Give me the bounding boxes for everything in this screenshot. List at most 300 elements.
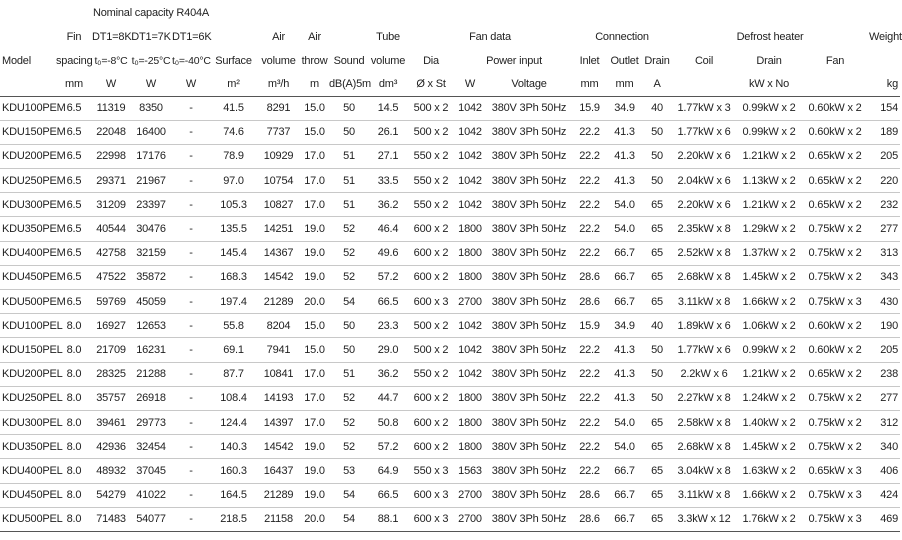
fan-power-cell: 1800 [455,386,485,410]
inlet-cell: 22.2 [573,169,606,193]
drain-heater-cell: 1.21kW x 2 [737,362,801,386]
surface-cell: 55.8 [210,314,257,338]
surface-cell: 105.3 [210,193,257,217]
sound-cell: 50 [329,314,369,338]
tube-volume-cell: 88.1 [369,507,407,531]
fan-heater-cell: 0.75kW x 2 [801,217,869,241]
weight-cell: 277 [869,217,900,241]
fan-power-cell: 1042 [455,362,485,386]
drain-heater-cell: 1.37kW x 2 [737,241,801,265]
weight-cell: 406 [869,459,900,483]
table-row [0,265,900,289]
inlet-cell: 22.2 [573,435,606,459]
sound-cell: 54 [329,483,369,507]
model-cell: KDU350PEM [0,217,56,241]
drain-cell: 65 [643,193,671,217]
fan-heater-cell: 0.65kW x 2 [801,193,869,217]
drain-heater-cell: 1.45kW x 2 [737,435,801,459]
fan-dia-cell: 600 x 2 [407,217,455,241]
model-cell: KDU450PEL [0,483,56,507]
unit-drain: A [653,78,661,91]
voltage-cell: 380V 3Ph 50Hz [485,386,573,410]
inlet-cell: 22.2 [573,193,606,217]
capacity-dt7-cell: 16400 [130,120,172,144]
weight-cell: 343 [869,265,900,289]
t2-heading: t₀=-25°C [131,55,171,67]
capacity-dt6-cell: - [172,144,210,168]
voltage-cell: 380V 3Ph 50Hz [485,265,573,289]
capacity-dt8-cell: 22998 [92,144,130,168]
voltage-cell: 380V 3Ph 50Hz [485,120,573,144]
weight-cell: 205 [869,338,900,362]
unit-voltage: Voltage [511,78,547,91]
capacity-dt8-cell: 39461 [92,410,130,434]
model-cell: KDU100PEM [0,96,56,120]
fin-spacing-cell: 8.0 [56,338,92,362]
fan-heater-cell: 0.60kW x 2 [801,96,869,120]
inlet-cell: 28.6 [573,507,606,531]
fan-dia-cell: 500 x 2 [407,120,455,144]
table-row [0,459,900,483]
outlet-cell: 41.3 [606,362,643,386]
sound-cell: 53 [329,459,369,483]
sound-cell: 51 [329,193,369,217]
voltage-cell: 380V 3Ph 50Hz [485,241,573,265]
air-volume-cell: 10754 [257,169,300,193]
inlet-cell: 22.2 [573,459,606,483]
surface-cell: 78.9 [210,144,257,168]
fin-spacing-cell: 6.5 [56,193,92,217]
tube-volume-cell: 23.3 [369,314,407,338]
model-heading: Model [2,55,31,67]
fan-dia-cell: 500 x 2 [407,314,455,338]
unit-fan-power: W [464,78,476,91]
coil-heater-cell: 2.2kW x 6 [671,362,737,386]
model-cell: KDU300PEL [0,410,56,434]
surface-cell: 69.1 [210,338,257,362]
tube-volume-heading: volume [370,55,406,67]
air-volume-cell: 8204 [257,314,300,338]
air-volume-cell: 10827 [257,193,300,217]
fan-power-cell: 1042 [455,120,485,144]
sound-cell: 52 [329,241,369,265]
tube-volume-cell: 14.5 [369,96,407,120]
table-row [0,217,900,241]
table-row [0,362,900,386]
capacity-dt6-cell: - [172,241,210,265]
sound-cell: 52 [329,217,369,241]
sound-cell: 52 [329,435,369,459]
dt3-heading: DT1=6K [172,31,212,43]
capacity-dt6-cell: - [172,459,210,483]
fan-power-cell: 1042 [455,169,485,193]
fan-heater-cell: 0.65kW x 3 [801,459,869,483]
drain-cell: 50 [643,144,671,168]
capacity-dt6-cell: - [172,96,210,120]
fan-dia-cell: 550 x 3 [407,459,455,483]
capacity-dt8-cell: 22048 [92,120,130,144]
unit-heater: kW x No [748,78,790,91]
capacity-dt6-cell: - [172,362,210,386]
nominal-capacity-heading: Nominal capacity R404A [93,6,210,19]
sound-cell: 50 [329,120,369,144]
air-throw-cell: 20.0 [300,507,329,531]
coil-heading: Coil [694,55,714,67]
weight-cell: 189 [869,120,900,144]
unit-inlet: mm [580,78,599,91]
drain-heater-cell: 1.21kW x 2 [737,144,801,168]
drain-cell: 50 [643,362,671,386]
drain-cell: 50 [643,120,671,144]
capacity-dt8-cell: 42936 [92,435,130,459]
tube-volume-cell: 36.2 [369,193,407,217]
capacity-dt8-cell: 47522 [92,265,130,289]
dia-heading: Dia [423,55,439,67]
capacity-dt6-cell: - [172,120,210,144]
sound-cell: 51 [329,144,369,168]
capacity-dt6-cell: - [172,338,210,362]
sound-cell: 52 [329,265,369,289]
air-throw-cell: 19.0 [300,435,329,459]
capacity-dt6-cell: - [172,410,210,434]
capacity-dt6-cell: - [172,193,210,217]
unit-cap3: W [185,78,197,91]
drain-cell: 40 [643,314,671,338]
inlet-cell: 22.2 [573,386,606,410]
surface-cell: 140.3 [210,435,257,459]
fan-dia-cell: 600 x 3 [407,290,455,314]
tube-volume-cell: 36.2 [369,362,407,386]
weight-cell: 312 [869,410,900,434]
fan-power-cell: 1800 [455,217,485,241]
coil-heater-cell: 2.58kW x 8 [671,410,737,434]
inlet-cell: 15.9 [573,314,606,338]
inlet-cell: 22.2 [573,410,606,434]
drain-cell: 65 [643,459,671,483]
outlet-cell: 54.0 [606,217,643,241]
fin-spacing-cell: 8.0 [56,483,92,507]
voltage-cell: 380V 3Ph 50Hz [485,217,573,241]
drain-cell: 50 [643,386,671,410]
capacity-dt8-cell: 29371 [92,169,130,193]
unit-weight: kg [886,78,899,91]
capacity-dt7-cell: 41022 [130,483,172,507]
fan-dia-cell: 600 x 2 [407,241,455,265]
drain-heading: Drain [644,55,670,67]
capacity-dt6-cell: - [172,217,210,241]
fan-power-cell: 1800 [455,435,485,459]
fan-heater-cell: 0.75kW x 2 [801,241,869,265]
air-volume-cell: 8291 [257,96,300,120]
sound-cell: 50 [329,96,369,120]
inlet-cell: 22.2 [573,362,606,386]
drain-heater-cell: 0.99kW x 2 [737,120,801,144]
drain-cell: 65 [643,265,671,289]
capacity-dt6-cell: - [172,507,210,531]
weight-cell: 430 [869,290,900,314]
capacity-dt8-cell: 28325 [92,362,130,386]
coil-heater-cell: 3.11kW x 8 [671,290,737,314]
fin-heading: Fin [66,31,82,43]
air-throw-cell: 17.0 [300,193,329,217]
weight-cell: 190 [869,314,900,338]
fan-power-cell: 2700 [455,483,485,507]
voltage-cell: 380V 3Ph 50Hz [485,338,573,362]
fan-heater-cell: 0.75kW x 3 [801,483,869,507]
weight-cell: 469 [869,507,900,531]
weight-cell: 238 [869,362,900,386]
coil-heater-cell: 2.20kW x 6 [671,193,737,217]
fin-spacing-cell: 6.5 [56,241,92,265]
tube-volume-cell: 26.1 [369,120,407,144]
fan-dia-cell: 600 x 2 [407,435,455,459]
fin-spacing-cell: 8.0 [56,314,92,338]
table-row [0,120,900,144]
capacity-dt6-cell: - [172,483,210,507]
outlet-cell: 66.7 [606,483,643,507]
outlet-cell: 54.0 [606,410,643,434]
capacity-dt7-cell: 21288 [130,362,172,386]
coil-heater-cell: 2.35kW x 8 [671,217,737,241]
tube-volume-cell: 27.1 [369,144,407,168]
table-row [0,386,900,410]
drain-cell: 40 [643,96,671,120]
surface-cell: 218.5 [210,507,257,531]
capacity-dt8-cell: 11319 [92,96,130,120]
capacity-dt7-cell: 16231 [130,338,172,362]
outlet-cell: 66.7 [606,290,643,314]
fan-dia-cell: 550 x 2 [407,144,455,168]
inlet-cell: 22.2 [573,144,606,168]
capacity-dt6-cell: - [172,314,210,338]
fan-dia-cell: 500 x 2 [407,96,455,120]
coil-heater-cell: 1.77kW x 6 [671,338,737,362]
model-cell: KDU350PEL [0,435,56,459]
outlet-cell: 41.3 [606,120,643,144]
air-volume-cell: 21289 [257,483,300,507]
air-throw-cell: 19.0 [300,459,329,483]
inlet-cell: 22.2 [573,241,606,265]
fan-dia-cell: 600 x 2 [407,265,455,289]
air-throw-cell: 15.0 [300,314,329,338]
fin-spacing-cell: 8.0 [56,386,92,410]
fan-dia-cell: 500 x 2 [407,338,455,362]
dt1-heading: DT1=8K [92,31,132,43]
voltage-cell: 380V 3Ph 50Hz [485,435,573,459]
table-row [0,241,900,265]
outlet-cell: 34.9 [606,314,643,338]
coil-heater-cell: 2.68kW x 8 [671,265,737,289]
fan-heater-cell: 0.75kW x 2 [801,386,869,410]
sound-cell: 51 [329,169,369,193]
fan-dia-cell: 600 x 2 [407,386,455,410]
fan-dia-cell: 550 x 2 [407,362,455,386]
model-cell: KDU250PEL [0,386,56,410]
fan-heater-cell: 0.60kW x 2 [801,338,869,362]
surface-heading: Surface [215,55,252,67]
tube-volume-cell: 57.2 [369,435,407,459]
tube-volume-cell: 44.7 [369,386,407,410]
weight-cell: 424 [869,483,900,507]
air-throw-cell: 15.0 [300,96,329,120]
tube-heading: Tube [376,31,400,43]
fan-data-heading: Fan data [469,31,511,43]
weight-cell: 220 [869,169,900,193]
air-volume-cell: 14251 [257,217,300,241]
fan-heater-cell: 0.60kW x 2 [801,120,869,144]
capacity-dt8-cell: 71483 [92,507,130,531]
sound-cell: 52 [329,386,369,410]
capacity-dt8-cell: 59769 [92,290,130,314]
inlet-cell: 28.6 [573,265,606,289]
capacity-dt8-cell: 54279 [92,483,130,507]
unit-air-volume: m³/h [267,78,290,91]
drain-heater-cell: 0.99kW x 2 [737,96,801,120]
fan-dia-cell: 600 x 2 [407,410,455,434]
fin-spacing-cell: 6.5 [56,120,92,144]
surface-cell: 197.4 [210,290,257,314]
voltage-cell: 380V 3Ph 50Hz [485,169,573,193]
fin-spacing-cell: 8.0 [56,507,92,531]
tube-volume-cell: 46.4 [369,217,407,241]
fin-spacing-cell: 8.0 [56,410,92,434]
air-heading: Air [272,31,285,43]
coil-heater-cell: 2.20kW x 6 [671,144,737,168]
connection-heading: Connection [595,31,649,43]
capacity-dt6-cell: - [172,435,210,459]
fin-spacing-cell: 6.5 [56,265,92,289]
surface-cell: 160.3 [210,459,257,483]
fan-heater-cell: 0.75kW x 3 [801,290,869,314]
capacity-dt6-cell: - [172,386,210,410]
fan-dia-cell: 550 x 2 [407,193,455,217]
sound-cell: 52 [329,410,369,434]
fan-power-cell: 1800 [455,241,485,265]
coil-heater-cell: 2.52kW x 8 [671,241,737,265]
air-volume-cell: 7737 [257,120,300,144]
voltage-cell: 380V 3Ph 50Hz [485,193,573,217]
capacity-dt8-cell: 21709 [92,338,130,362]
table-row [0,483,900,507]
tube-volume-cell: 64.9 [369,459,407,483]
fan-heater-cell: 0.65kW x 2 [801,169,869,193]
outlet-cell: 66.7 [606,241,643,265]
table-row [0,507,900,531]
air-throw-cell: 19.0 [300,241,329,265]
model-cell: KDU200PEL [0,362,56,386]
capacity-dt7-cell: 8350 [130,96,172,120]
table-body [0,96,900,531]
table-row [0,314,900,338]
voltage-cell: 380V 3Ph 50Hz [485,459,573,483]
sound-cell: 51 [329,362,369,386]
air-volume-cell: 7941 [257,338,300,362]
capacity-dt7-cell: 30476 [130,217,172,241]
fan-power-cell: 1042 [455,193,485,217]
inlet-cell: 28.6 [573,483,606,507]
fan-power-cell: 1042 [455,144,485,168]
power-input-heading: Power input [486,55,542,67]
surface-cell: 135.5 [210,217,257,241]
outlet-cell: 41.3 [606,338,643,362]
capacity-dt8-cell: 40544 [92,217,130,241]
capacity-dt6-cell: - [172,169,210,193]
outlet-cell: 66.7 [606,265,643,289]
air-throw-cell: 17.0 [300,169,329,193]
drain-cell: 65 [643,241,671,265]
drain-heater-cell: 1.63kW x 2 [737,459,801,483]
inlet-cell: 15.9 [573,96,606,120]
coil-heater-cell: 3.3kW x 12 [671,507,737,531]
surface-cell: 164.5 [210,483,257,507]
fin-spacing-cell: 6.5 [56,217,92,241]
air-volume-cell: 14397 [257,410,300,434]
drain-heater-cell: 1.13kW x 2 [737,169,801,193]
tube-volume-cell: 29.0 [369,338,407,362]
unit-fin-spacing: mm [65,78,83,91]
air-throw-cell: 15.0 [300,338,329,362]
outlet-cell: 41.3 [606,144,643,168]
air-throw-cell: 17.0 [300,362,329,386]
tube-volume-cell: 66.5 [369,483,407,507]
capacity-dt7-cell: 26918 [130,386,172,410]
unit-surface: m² [227,78,240,91]
drain-heater-cell: 1.06kW x 2 [737,314,801,338]
capacity-dt8-cell: 48932 [92,459,130,483]
defrost-heater-heading: Defrost heater [736,31,804,43]
table-row [0,410,900,434]
fan-power-cell: 1042 [455,338,485,362]
drain-cell: 65 [643,507,671,531]
voltage-cell: 380V 3Ph 50Hz [485,144,573,168]
voltage-cell: 380V 3Ph 50Hz [485,507,573,531]
voltage-cell: 380V 3Ph 50Hz [485,362,573,386]
model-cell: KDU500PEM [0,290,56,314]
drain-heater-cell: 1.21kW x 2 [737,193,801,217]
table-row [0,144,900,168]
capacity-dt6-cell: - [172,265,210,289]
throw-heading: throw [301,55,328,67]
fan-power-cell: 2700 [455,507,485,531]
weight-heading: Weight [869,31,902,43]
fan-dia-cell: 600 x 3 [407,483,455,507]
capacity-dt7-cell: 17176 [130,144,172,168]
voltage-cell: 380V 3Ph 50Hz [485,290,573,314]
model-cell: KDU100PEL [0,314,56,338]
air-volume-heading: volume [261,55,296,67]
model-cell: KDU300PEM [0,193,56,217]
unit-tube-volume: dm³ [378,78,398,91]
capacity-dt7-cell: 45059 [130,290,172,314]
unit-air-throw: m [310,78,319,91]
fan-power-cell: 1800 [455,265,485,289]
fin-spacing-cell: 6.5 [56,96,92,120]
fan-heater-cell: 0.75kW x 2 [801,265,869,289]
drain-cell: 65 [643,217,671,241]
inlet-cell: 28.6 [573,290,606,314]
fan-heater-cell: 0.60kW x 2 [801,314,869,338]
fan-power-cell: 1800 [455,410,485,434]
surface-cell: 74.6 [210,120,257,144]
tube-volume-cell: 33.5 [369,169,407,193]
model-cell: KDU400PEL [0,459,56,483]
surface-cell: 97.0 [210,169,257,193]
air-throw-cell: 17.0 [300,144,329,168]
capacity-dt8-cell: 31209 [92,193,130,217]
fan-heater-heading: Fan [825,55,845,67]
surface-cell: 124.4 [210,410,257,434]
capacity-dt7-cell: 35872 [130,265,172,289]
